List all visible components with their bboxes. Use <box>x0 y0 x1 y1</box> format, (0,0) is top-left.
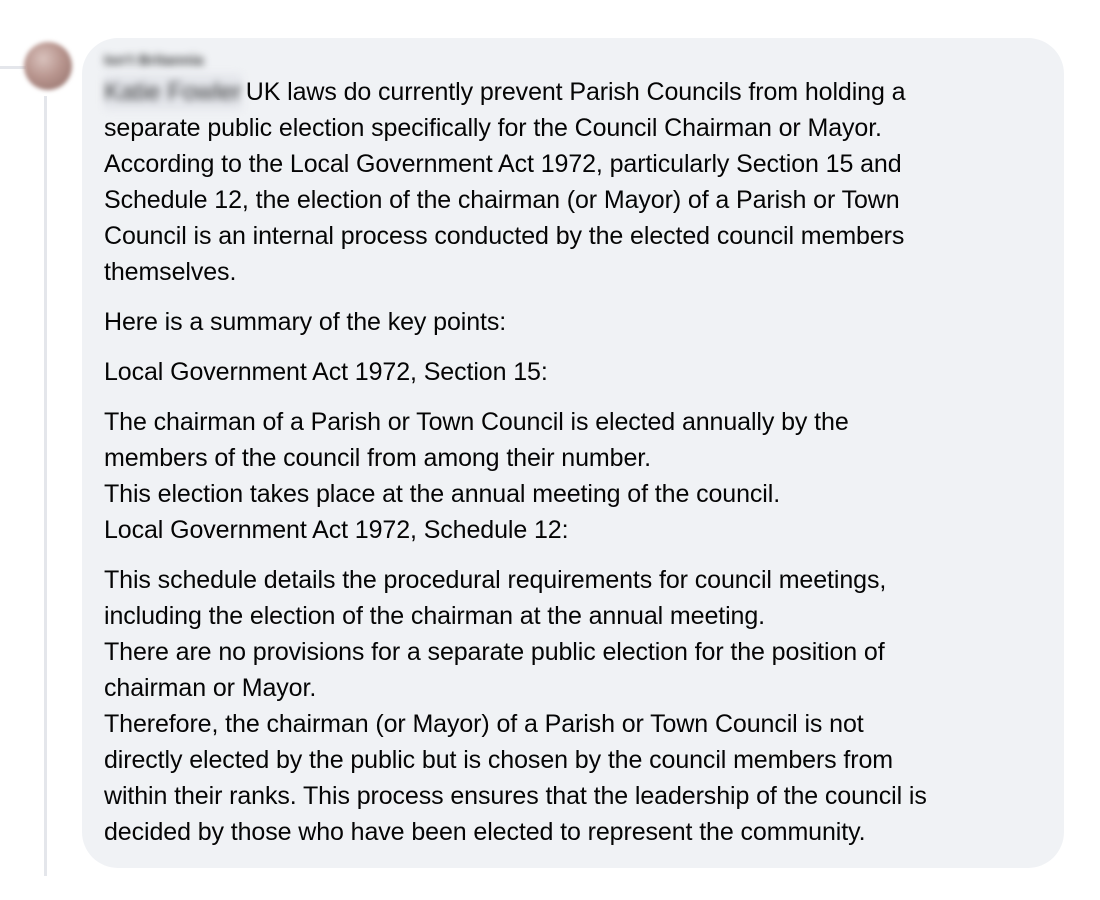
comment-text: UK laws do currently prevent Parish Councils from holding a <box>245 78 906 106</box>
comment-line: According to the Local Government Act 1972, particularly Section 15 and <box>104 150 902 178</box>
comment-paragraph <box>104 562 1042 850</box>
comment-paragraph <box>104 304 1042 340</box>
comment-bubble <box>82 38 1064 868</box>
comment-line: Schedule 12, the election of the chairman (or Mayor) of a Parish or Town <box>104 186 900 214</box>
comment-author-name[interactable]: Isn't Britannia <box>104 52 204 69</box>
comment-line: Here is a summary of the key points: <box>104 308 507 336</box>
comment-line: Local Government Act 1972, Section 15: <box>104 358 548 386</box>
thread-reply-line <box>44 96 47 876</box>
comment-line: decided by those who have been elected to represent the community. <box>104 818 866 846</box>
comment-line <box>104 74 1042 110</box>
comment-body <box>104 74 1042 850</box>
comment-line: This election takes place at the annual meeting of the council. <box>104 480 781 508</box>
comment-paragraph <box>104 354 1042 390</box>
thread-connector-line <box>0 66 26 69</box>
comment-line: Council is an internal process conducted by the elected council members <box>104 222 905 250</box>
comment-line: There are no provisions for a separate public election for the position of <box>104 638 885 666</box>
comment-line: members of the council from among their number. <box>104 444 651 472</box>
comment-line: within their ranks. This process ensures that the leadership of the council is <box>104 782 927 810</box>
avatar[interactable] <box>24 42 72 90</box>
comment-line: Local Government Act 1972, Schedule 12: <box>104 516 569 544</box>
comment-line: themselves. <box>104 258 237 286</box>
comment-line: separate public election specifically for the Council Chairman or Mayor. <box>104 114 882 142</box>
comment-paragraph <box>104 74 1042 290</box>
comment-line: chairman or Mayor. <box>104 674 317 702</box>
comment-line: This schedule details the procedural requirements for council meetings, <box>104 566 887 594</box>
comment-line: The chairman of a Parish or Town Council is elected annually by the <box>104 408 849 436</box>
comment-line: directly elected by the public but is chosen by the council members from <box>104 746 894 774</box>
comment-line: Therefore, the chairman (or Mayor) of a Parish or Town Council is not <box>104 710 864 738</box>
comment-paragraph <box>104 404 1042 548</box>
mention-link[interactable]: Katie Fowler <box>104 74 242 110</box>
comment-line: including the election of the chairman at the annual meeting. <box>104 602 766 630</box>
